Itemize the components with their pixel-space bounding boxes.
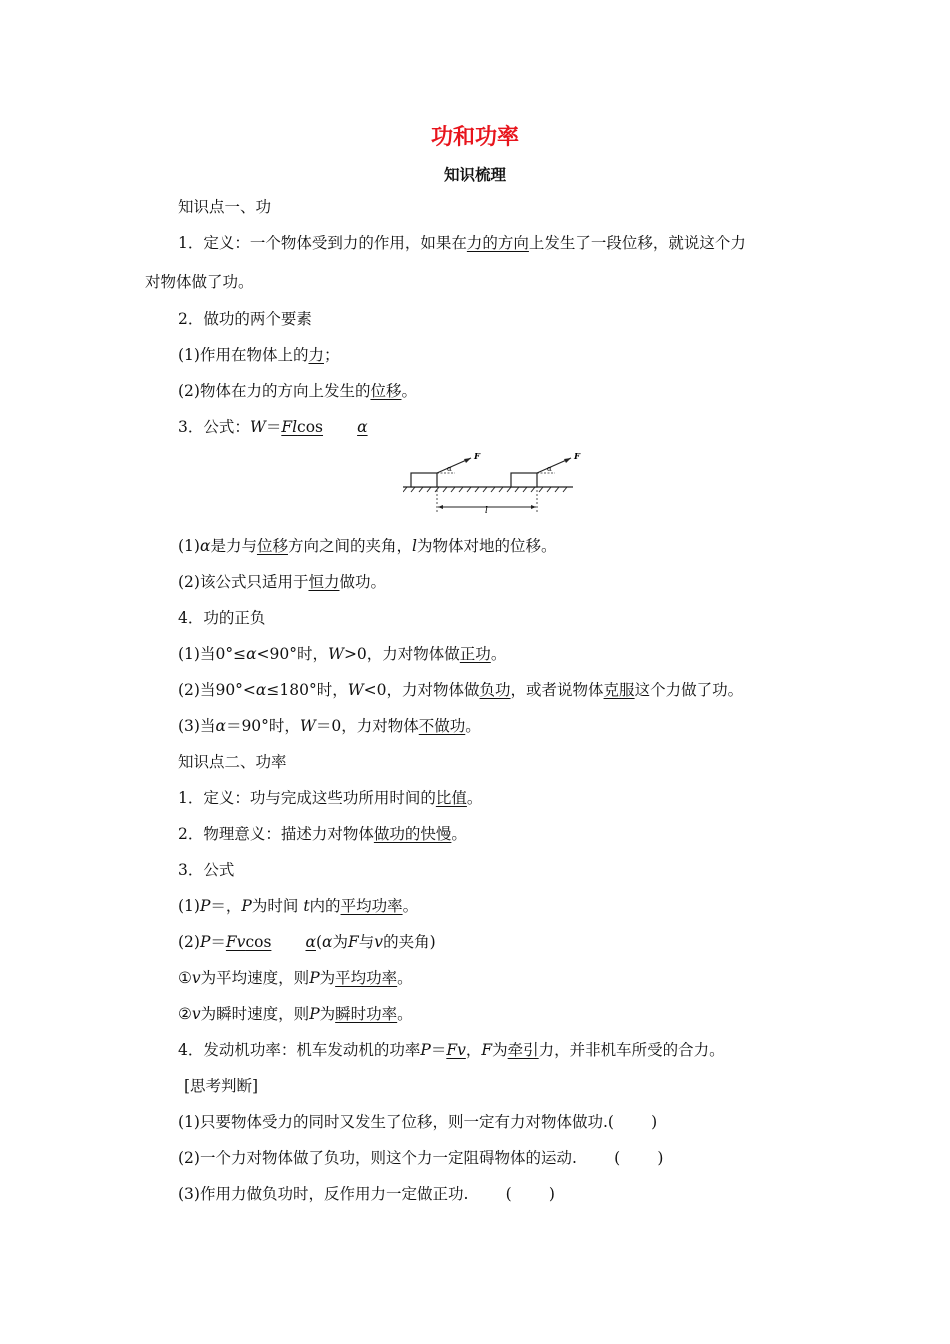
k1-definition-cont: 对物体做了功。: [145, 273, 254, 291]
k2-definition: 1．定义：功与完成这些功所用时间的比值。: [178, 789, 483, 807]
blank-answer: 牵引: [507, 1041, 539, 1059]
blank-answer: Fvcos α: [225, 933, 316, 951]
k2-case-1: ①v为平均速度，则P为平均功率。: [178, 969, 413, 987]
k2-formula-title: 3．公式: [178, 861, 235, 879]
k2-case-2: ②v为瞬时速度，则P为瞬时功率。: [178, 1005, 413, 1023]
blank-answer: Fv: [446, 1041, 466, 1059]
blank-answer: 恒力: [308, 573, 340, 591]
work-force-diagram: [403, 450, 583, 520]
k2-engine-power: 4．发动机功率：机车发动机的功率P＝Fv，F为牵引力，并非机车所受的合力。: [178, 1041, 725, 1059]
blank-answer: Flcos α: [281, 418, 368, 436]
block-start: [411, 473, 437, 487]
k1-note-2: (2)该公式只适用于恒力做功。: [178, 573, 386, 591]
think-question-1: (1)只要物体受力的同时又发生了位移，则一定有力对物体做功.( ): [178, 1113, 658, 1131]
k1-element-2: (2)物体在力的方向上发生的位移。: [178, 382, 417, 400]
k1-sign-2: (2)当90°<α≤180°时，W<0，力对物体做负功，或者说物体克服这个力做了功。: [178, 681, 744, 699]
k1-sign-3: (3)当α＝90°时，W＝0，力对物体不做功。: [178, 717, 481, 735]
svg-text:α: α: [447, 465, 452, 473]
k1-heading: 知识点一、功: [178, 198, 272, 216]
blank-answer: 位移: [256, 537, 288, 555]
k1-definition: 1．定义：一个物体受到力的作用，如果在力的方向上发生了一段位移，就说这个力: [178, 234, 746, 252]
blank-answer: 力: [308, 346, 324, 364]
k1-formula: 3．公式：W＝Flcos α: [178, 418, 368, 436]
section-subtitle: 知识梳理: [443, 166, 506, 184]
k2-formula-1: (1)P＝，P为时间 t内的平均功率。: [178, 897, 419, 915]
think-question-2: (2)一个力对物体做了负功，则这个力一定阻碍物体的运动. ( ): [178, 1149, 664, 1167]
page-title: 功和功率: [430, 125, 519, 150]
svg-text:l: l: [485, 506, 488, 516]
block-end: [511, 473, 537, 487]
k1-sign-title: 4．功的正负: [178, 609, 266, 627]
blank-answer: 位移: [370, 382, 402, 400]
blank-answer: 不做功: [418, 717, 466, 735]
blank-answer: 平均功率: [340, 897, 403, 915]
blank-answer: 比值: [435, 789, 467, 807]
blank-answer: 平均功率: [335, 969, 398, 987]
k1-elements-title: 2．做功的两个要素: [178, 310, 312, 328]
k1-element-1: (1)作用在物体上的力；: [178, 346, 340, 364]
svg-text:α: α: [547, 465, 552, 473]
svg-text:F: F: [574, 452, 581, 462]
think-question-3: (3)作用力做负功时，反作用力一定做正功. ( ): [178, 1185, 555, 1203]
blank-answer: 负功: [479, 681, 511, 699]
blank-answer: 力的方向: [466, 234, 529, 252]
k2-meaning: 2．物理意义：描述力对物体做功的快慢。: [178, 825, 467, 843]
blank-answer: 做功的快慢: [373, 825, 452, 843]
k1-note-1: (1)α是力与位移方向之间的夹角，l为物体对地的位移。: [178, 537, 557, 555]
k1-sign-1: (1)当0°≤α<90°时，W>0，力对物体做正功。: [178, 645, 507, 663]
blank-answer: 瞬时功率: [335, 1005, 398, 1023]
blank-answer: 正功: [459, 645, 491, 663]
think-heading: [思考判断]: [184, 1077, 259, 1095]
k2-formula-2: (2)P＝Fvcos α(α为F与v的夹角): [178, 933, 436, 951]
blank-answer: 克服: [603, 681, 635, 699]
svg-text:F: F: [474, 452, 481, 462]
k2-heading: 知识点二、功率: [178, 753, 287, 771]
